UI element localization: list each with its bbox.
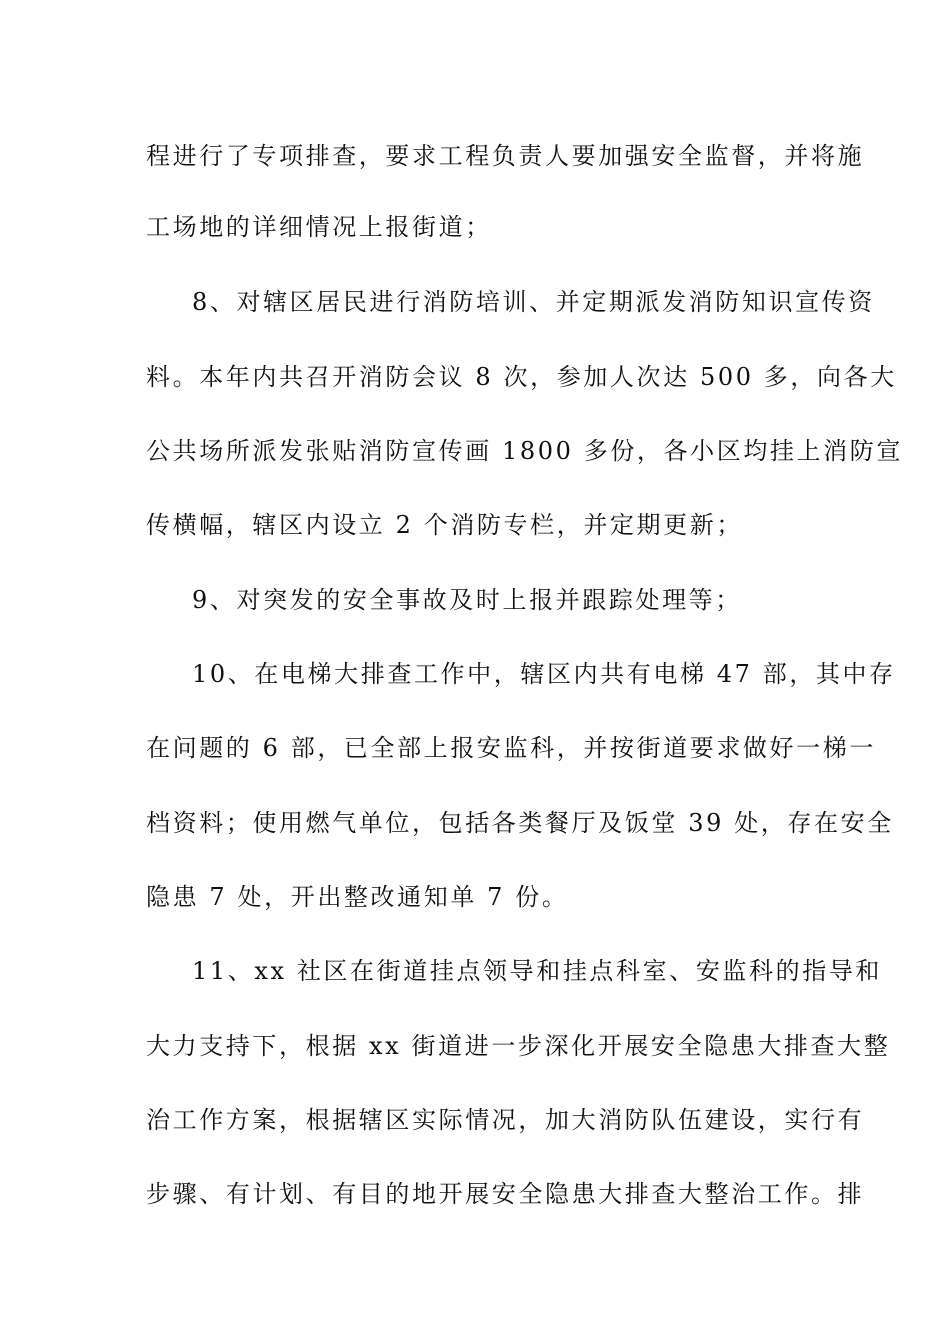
- text-line: 公共场所派发张贴消防宣传画 1800 多份，各小区均挂上消防宣: [146, 437, 903, 465]
- paragraph-start-line: 11、xx 社区在街道挂点领导和挂点科室、安监科的指导和: [192, 957, 883, 985]
- text-line: 隐患 7 处，开出整改通知单 7 份。: [146, 883, 569, 911]
- text-line: 料。本年内共召开消防会议 8 次，参加人次达 500 多，向各大: [146, 363, 897, 391]
- text-line: 治工作方案，根据辖区实际情况，加大消防队伍建设，实行有: [146, 1106, 865, 1134]
- text-line: 工场地的详细情况上报街道；: [146, 213, 492, 241]
- paragraph-start-line: 10、在电梯大排查工作中，辖区内共有电梯 47 部，其中存: [192, 660, 896, 688]
- text-line: 程进行了专项排查，要求工程负责人要加强安全监督，并将施: [146, 142, 865, 170]
- text-line: 在问题的 6 部，已全部上报安监科，并按街道要求做好一梯一: [146, 734, 876, 762]
- paragraph-start-line: 9、对突发的安全事故及时上报并跟踪处理等；: [192, 586, 742, 614]
- paragraph-start-line: 8、对辖区居民进行消防培训、并定期派发消防知识宣传资: [192, 288, 875, 316]
- text-line: 大力支持下，根据 xx 街道进一步深化开展安全隐患大排查大整: [146, 1032, 891, 1060]
- text-line: 步骤、有计划、有目的地开展安全隐患大排查大整治工作。排: [146, 1180, 865, 1208]
- text-line: 档资料；使用燃气单位，包括各类餐厅及饭堂 39 处，存在安全: [146, 809, 894, 837]
- text-line: 传横幅，辖区内设立 2 个消防专栏，并定期更新；: [146, 511, 743, 539]
